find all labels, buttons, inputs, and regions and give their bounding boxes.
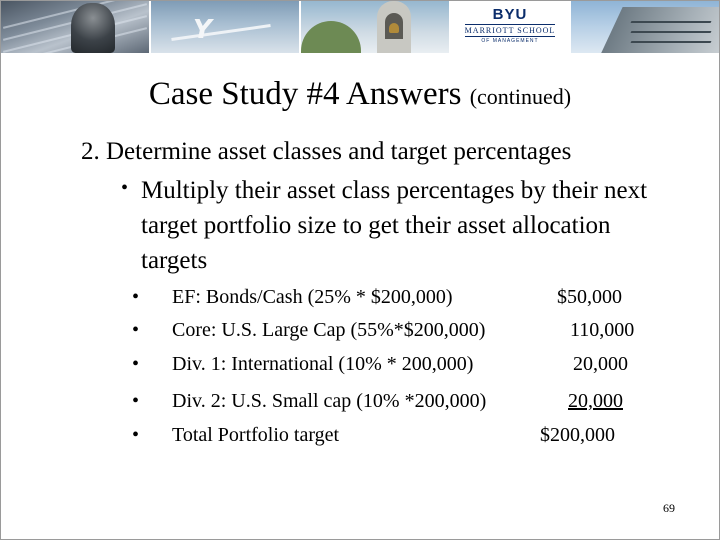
item-label: Total Portfolio target [172, 424, 340, 446]
item-amount: 110,000 [570, 319, 635, 341]
y-logo-icon: Y [193, 15, 210, 45]
item-label: Div. 1: International (10% * 200,000) [172, 353, 474, 375]
page-number: 69 [663, 501, 675, 515]
list-item: • Div. 1: International (10% * 200,000) 20,000 [132, 353, 628, 375]
bell-tower-photo [301, 1, 449, 53]
item-amount: $50,000 [557, 286, 622, 308]
building-photo [571, 1, 719, 53]
logo-marriott: MARRIOTT SCHOOL [464, 26, 556, 35]
bullet-text: Multiply their asset class percentages by their next target portfolio size to get their asset allocation targets [141, 177, 648, 274]
header-banner [1, 1, 719, 53]
item-label: Core: U.S. Large Cap (55%*$200,000) [172, 319, 486, 341]
list-item: • Core: U.S. Large Cap (55%*$200,000) 110,000 [132, 319, 635, 341]
list-item: • Total Portfolio target $200,000 [132, 424, 615, 446]
point-heading: 2. Determine asset classes and target percentages [81, 138, 572, 165]
item-amount: $200,000 [540, 424, 615, 446]
y-mountain-photo [151, 1, 299, 53]
title-sub: (continued) [469, 84, 572, 109]
statue-photo [1, 1, 149, 53]
logo-byu: BYU [492, 6, 528, 23]
logo-management: OF MANAGEMENT [481, 38, 539, 44]
slide-title [1, 74, 719, 117]
title-main: Case Study #4 Answers [148, 76, 462, 112]
item-label: Div. 2: U.S. Small cap (10% *200,000) [172, 390, 487, 412]
list-item: • Div. 2: U.S. Small cap (10% *200,000) 20,000 [132, 390, 623, 412]
byu-marriott-logo [451, 1, 569, 53]
item-amount: 20,000 [568, 390, 623, 412]
list-item: • EF: Bonds/Cash (25% * $200,000) $50,000 [132, 286, 622, 308]
bell-icon [389, 23, 399, 33]
bullet-dot: • [121, 177, 129, 199]
item-label: EF: Bonds/Cash (25% * $200,000) [172, 286, 453, 308]
item-amount: 20,000 [573, 353, 628, 375]
